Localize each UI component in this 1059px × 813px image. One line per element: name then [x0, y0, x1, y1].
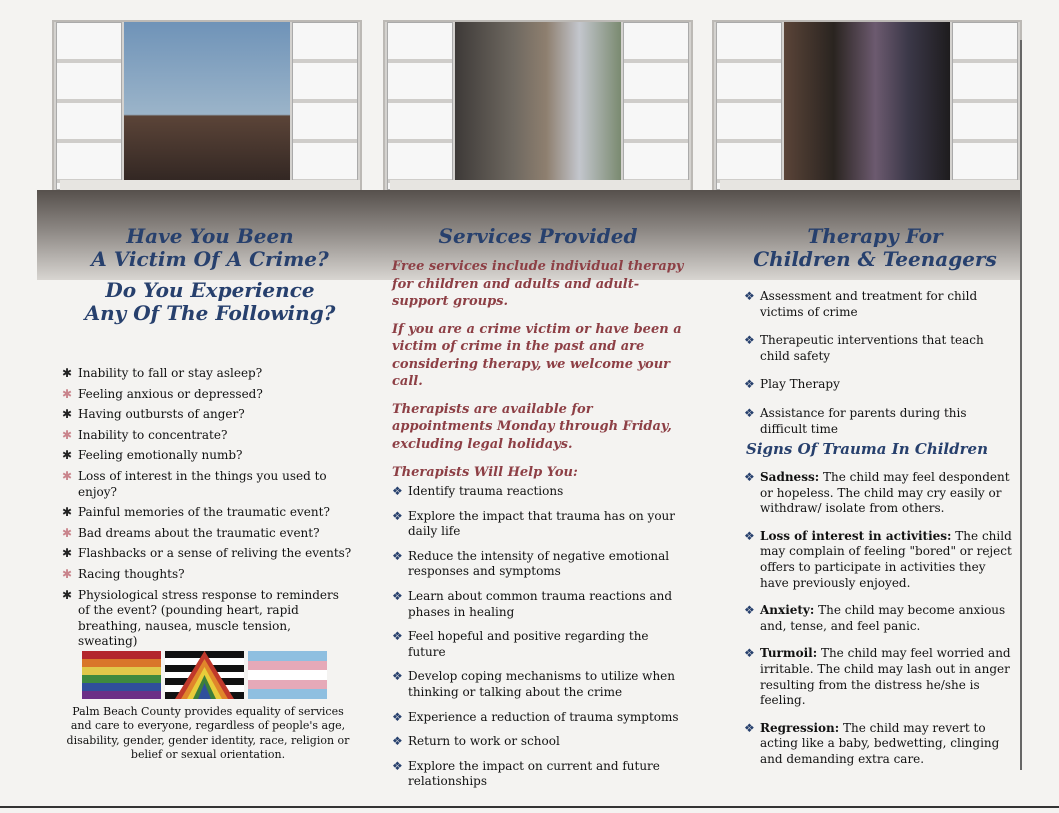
asterisk-icon: ✱	[62, 566, 73, 581]
diamond-icon: ❖	[392, 548, 403, 563]
diamond-icon: ❖	[392, 669, 403, 684]
services-availability: Therapists are available for appointments Monday through Friday, excluding legal holidays.	[392, 401, 672, 452]
heading-victim	[60, 225, 360, 271]
diamond-icon: ❖	[744, 289, 755, 303]
diamond-icon: ❖	[744, 405, 755, 420]
list-item: ✱ Racing thoughts?	[62, 566, 185, 581]
diamond-icon: ❖	[744, 720, 755, 735]
diamond-icon: ❖	[392, 588, 403, 603]
panel-right	[740, 225, 1010, 271]
heading-children-therapy	[740, 225, 1010, 271]
list-item: ❖ Feel hopeful and positive regarding the future	[392, 629, 649, 659]
symptom-list	[62, 366, 352, 655]
diamond-icon: ❖	[392, 629, 403, 644]
diamond-icon: ❖	[744, 470, 755, 484]
heading-line: Therapy For	[807, 224, 943, 248]
rainbow-flag-icon	[82, 651, 161, 699]
list-item: ❖ Experience a reduction of trauma symptoms	[392, 709, 679, 724]
sign-text: The child may become anxious and, tense, and feel panic.	[760, 603, 1006, 633]
shutter-left	[387, 22, 453, 190]
window-photo-family	[383, 20, 693, 192]
asterisk-icon: ✱	[62, 525, 73, 540]
panel-left	[60, 225, 360, 325]
shutter-right	[623, 22, 689, 190]
page-edge	[0, 806, 1059, 808]
equality-statement: Palm Beach County provides equality of services and care to everyone, regardless of people's age, disability, gender, gender identity, race, religion or belief or sexual orientation.	[66, 705, 350, 761]
asterisk-icon: ✱	[62, 427, 73, 442]
shutter-left	[56, 22, 122, 190]
heading-line: Children & Teenagers	[753, 247, 997, 271]
list-item: ❖ Play Therapy	[744, 377, 840, 392]
trauma-signs-list	[744, 470, 1016, 780]
list-item: ❖ Assistance for parents during this difficult time	[744, 405, 967, 436]
asterisk-icon: ✱	[62, 366, 73, 380]
therapist-help-list	[392, 484, 684, 799]
children-therapy-list	[744, 289, 1010, 450]
list-item: ✱ Feeling emotionally numb?	[62, 448, 243, 463]
list-item	[744, 603, 1016, 634]
asterisk-icon: ✱	[62, 505, 73, 520]
list-item	[744, 529, 1016, 591]
list-item: ✱ Inability to fall or stay asleep?	[62, 366, 263, 380]
list-item: ❖ Learn about common trauma reactions and phases in healing	[392, 588, 673, 619]
heading-line: Any Of The Following?	[84, 301, 336, 325]
shutter-right	[952, 22, 1018, 190]
diamond-icon: ❖	[392, 709, 403, 724]
list-item: ✱ Bad dreams about the traumatic event?	[62, 525, 320, 540]
sign-label: Sadness:	[760, 470, 820, 484]
therapists-subheading: Therapists Will Help You:	[392, 465, 578, 481]
trauma-signs-heading: Signs Of Trauma In Children	[746, 440, 988, 458]
heading-services: Services Provided	[438, 224, 638, 248]
diamond-icon: ❖	[744, 528, 755, 543]
sign-text: The child may complain of feeling "bored" or reject offers to participate in activities they have previously enjoyed.	[760, 528, 1012, 590]
list-item: ✱ Having outbursts of anger?	[62, 407, 245, 422]
sign-label: Loss of interest in activities:	[760, 528, 952, 543]
diamond-icon: ❖	[744, 603, 755, 618]
sign-text: The child may feel despondent or hopeless. The child may cry easily or withdraw/ isolate from others.	[760, 470, 1010, 516]
list-item: ❖ Assessment and treatment for child victims of crime	[744, 289, 978, 319]
list-item: ❖ Explore the impact on current and future relationships	[392, 758, 660, 789]
window-photo-woman	[52, 20, 362, 192]
heading-line: A Victim Of A Crime?	[91, 247, 329, 271]
asterisk-icon: ✱	[62, 448, 73, 463]
list-item: ❖ Develop coping mechanisms to utilize when thinking or talking about the crime	[392, 669, 676, 699]
diamond-icon: ❖	[744, 333, 755, 348]
diamond-icon: ❖	[392, 734, 403, 749]
list-item: ✱ Inability to concentrate?	[62, 427, 228, 442]
sign-label: Turmoil:	[760, 646, 818, 661]
asterisk-icon: ✱	[62, 407, 73, 422]
asterisk-icon: ✱	[62, 587, 73, 602]
diamond-icon: ❖	[392, 484, 403, 498]
diamond-icon: ❖	[744, 377, 755, 392]
window-photo-teens	[712, 20, 1022, 192]
services-welcome: If you are a crime victim or have been a victim of crime in the past and are considering therapy, we welcome your call.	[392, 321, 682, 390]
asterisk-icon: ✱	[62, 546, 73, 561]
heading-line: Have You Been	[126, 224, 294, 248]
photo-teens	[784, 22, 950, 190]
heading-experience	[60, 279, 360, 325]
list-item: ✱ Physiological stress response to reminders of the event? (pounding heart, rapid breathing, nausea, muscle tension, sweating)	[62, 587, 339, 649]
shutter-left	[716, 22, 782, 190]
sign-label: Anxiety:	[760, 603, 815, 618]
list-item: ❖ Return to work or school	[392, 734, 560, 749]
list-item	[744, 721, 1016, 768]
shutter-right	[292, 22, 358, 190]
services-intro: Free services include individual therapy for children and adults and adult-support groups.	[392, 259, 684, 310]
list-item	[744, 470, 1016, 517]
list-item	[744, 646, 1016, 708]
list-item: ✱ Flashbacks or a sense of reliving the events?	[62, 546, 352, 561]
list-item: ❖ Reduce the intensity of negative emotional responses and symptoms	[392, 548, 670, 579]
asterisk-icon: ✱	[62, 386, 73, 401]
diamond-icon: ❖	[392, 508, 403, 523]
ally-flag-icon	[165, 651, 244, 699]
list-item: ✱ Painful memories of the traumatic event?	[62, 505, 330, 520]
photo-woman	[124, 22, 290, 190]
sign-text: The child may revert to acting like a baby, bedwetting, clinging and demanding extra care.	[760, 720, 1000, 766]
diamond-icon: ❖	[392, 758, 403, 773]
sign-label: Regression:	[760, 720, 840, 735]
transgender-flag-icon	[248, 651, 327, 699]
diamond-icon: ❖	[744, 646, 755, 661]
asterisk-icon: ✱	[62, 468, 73, 483]
list-item: ✱ Feeling anxious or depressed?	[62, 386, 263, 401]
fold-line	[1020, 40, 1022, 770]
list-item: ❖ Explore the impact that trauma has on your daily life	[392, 508, 676, 539]
sign-text: The child may feel worried and irritable. The child may lash out in anger resulting from the distress he/she is feeling.	[760, 646, 1011, 708]
list-item: ✱ Loss of interest in the things you used to enjoy?	[62, 468, 327, 499]
photo-family	[455, 22, 621, 190]
heading-line: Do You Experience	[105, 278, 315, 302]
panel-middle	[392, 225, 692, 480]
list-item: ❖ Identify trauma reactions	[392, 484, 564, 498]
list-item: ❖ Therapeutic interventions that teach child safety	[744, 333, 984, 363]
